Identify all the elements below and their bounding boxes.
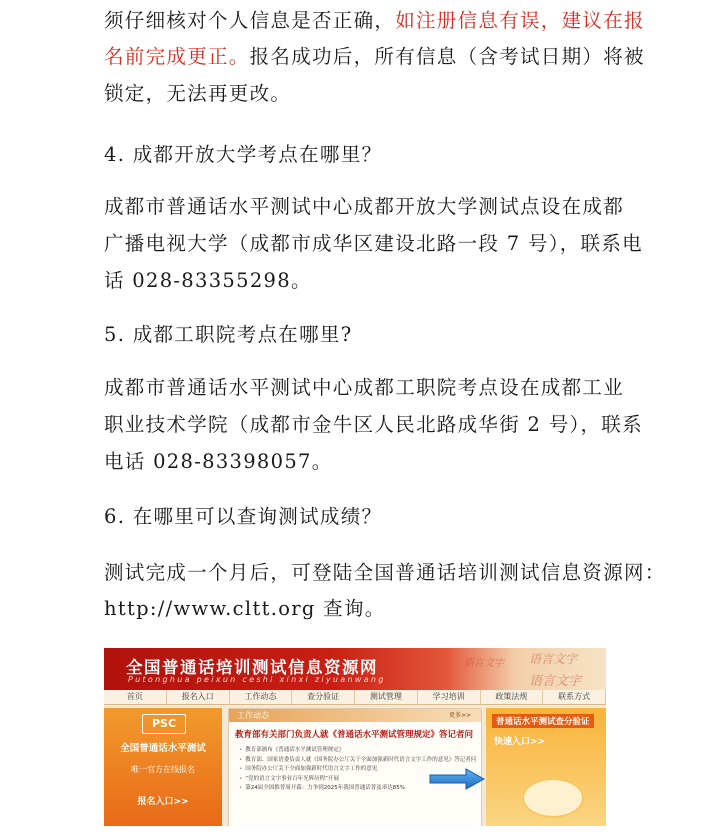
- site-banner: [104, 648, 606, 690]
- intro-text: 须仔细核对个人信息是否正确，: [104, 9, 396, 32]
- site-nav: [104, 690, 606, 705]
- intro-line-3: 锁定，无法再更改。: [104, 82, 292, 105]
- answer-5-line-1: 成都市普通话水平测试中心成都工职院考点设在成都工业: [104, 376, 625, 399]
- psc-badge: PSC: [142, 714, 186, 734]
- site-title: 全国普通话培训测试信息资源网: [126, 658, 378, 677]
- nav-training[interactable]: 学习培训: [418, 690, 481, 704]
- calligraphy-1: 语言文字: [464, 658, 504, 669]
- news-panel-header: [229, 709, 481, 722]
- nav-policy[interactable]: 政策法规: [481, 690, 544, 704]
- intro-text-2: 报名成功后，所有信息（含考试日期）将被: [249, 45, 645, 68]
- nav-contact[interactable]: 联系方式: [543, 690, 606, 704]
- calligraphy-2: 语言文字: [529, 652, 578, 666]
- intro-line-2: [104, 45, 645, 69]
- calligraphy-3: 语言文字: [529, 674, 582, 689]
- news-item[interactable]: • 教育部、国家语委负责人就《国务院办公厅关于全面加强新时代语言文字工作的意见》答记者问: [239, 756, 481, 766]
- more-link[interactable]: 更多>>: [448, 712, 471, 719]
- nav-score-check[interactable]: 查分验证: [292, 690, 355, 704]
- question-4: 4. 成都开放大学考点在哪里？: [104, 143, 383, 166]
- nav-news[interactable]: 工作动态: [230, 690, 293, 704]
- intro-line-1: [104, 9, 645, 33]
- website-screenshot: [104, 648, 606, 826]
- score-check-link[interactable]: 快速入口>>: [494, 737, 546, 747]
- answer-4-line-2: 广播电视大学（成都市成华区建设北路一段 7 号），联系电: [104, 232, 643, 255]
- decorative-cup-image: [522, 778, 584, 818]
- intro-warning-end: 名前完成更正。: [104, 45, 250, 68]
- score-check-panel: [486, 708, 606, 826]
- news-headline[interactable]: 教育部有关部门负责人就《普通话水平测试管理规定》答记者问: [235, 730, 474, 740]
- blue-arrow-icon: [428, 768, 486, 790]
- registration-link[interactable]: 报名入口>>: [137, 797, 189, 807]
- news-item[interactable]: • “党的语言文字事业百年光辉历程”开展: [239, 775, 481, 785]
- registration-title: 全国普通话水平测试: [120, 743, 206, 754]
- news-item[interactable]: • 教育部颁布《普通话水平测试管理规定》: [239, 746, 481, 756]
- news-item[interactable]: • 第24届全国推普周开幕：力争到2025年我国普通话普及率达85%: [239, 784, 481, 794]
- nav-test-management[interactable]: 测试管理: [355, 690, 418, 704]
- answer-5-line-3: 电话 028-83398057。: [104, 450, 333, 473]
- answer-6-line-2: http://www.cltt.org 查询。: [104, 597, 386, 620]
- intro-warning: 如注册信息有误，建议在报: [395, 9, 645, 32]
- answer-6-line-1: 测试完成一个月后，可登陆全国普通话培训测试信息资源网：: [104, 561, 666, 584]
- nav-home[interactable]: 首页: [104, 690, 167, 704]
- site-subtitle: Putonghua peixun ceshi xinxi ziyuanwang: [128, 675, 386, 684]
- news-item[interactable]: • 国务院办公厅关于全面加强新时代语言文字工作的意见: [239, 765, 481, 775]
- answer-4-line-1: 成都市普通话水平测试中心成都开放大学测试点设在成都: [104, 195, 625, 218]
- news-panel: [228, 708, 482, 826]
- score-check-title: 普通话水平测试查分验证: [492, 714, 594, 728]
- registration-subtitle: 唯一官方在线报名: [131, 765, 195, 774]
- nav-register[interactable]: 报名入口: [167, 690, 230, 704]
- question-5: 5. 成都工职院考点在哪里?: [104, 323, 353, 346]
- answer-4-line-3: 话 028-83355298。: [104, 269, 312, 292]
- news-panel-title: 工作动态: [237, 711, 269, 720]
- registration-panel: [104, 708, 222, 826]
- question-6: 6. 在哪里可以查询测试成绩？: [104, 505, 383, 528]
- answer-5-line-2: 职业技术学院（成都市金牛区人民北路成华街 2 号），联系: [104, 413, 643, 436]
